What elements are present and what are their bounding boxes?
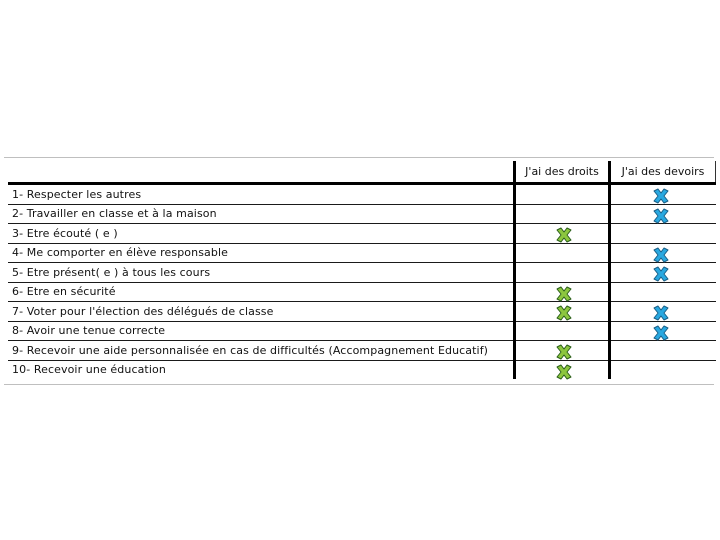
header-rights: J'ai des droits	[515, 161, 610, 184]
row-label: 5- Etre présent( e ) à tous les cours	[8, 263, 515, 283]
header-label-cell	[8, 161, 515, 184]
green-cross-icon	[555, 364, 573, 380]
duties-cell	[610, 224, 716, 244]
rights-duties-table	[8, 161, 716, 379]
header-duties: J'ai des devoirs	[610, 161, 716, 184]
table-row	[8, 282, 716, 302]
row-label: 6- Etre en sécurité	[8, 282, 515, 302]
green-cross-icon	[555, 227, 573, 243]
table-row	[8, 184, 716, 205]
blue-cross-icon	[652, 325, 670, 341]
duties-cell	[610, 360, 716, 379]
green-cross-icon	[555, 286, 573, 302]
green-cross-icon	[555, 344, 573, 360]
rights-cell	[515, 184, 610, 205]
row-label: 4- Me comporter en élève responsable	[8, 243, 515, 263]
row-label: 3- Etre écouté ( e )	[8, 224, 515, 244]
row-label: 10- Recevoir une éducation	[12, 363, 166, 377]
green-cross-icon	[555, 305, 573, 321]
row-label: 1- Respecter les autres	[8, 184, 515, 205]
duties-cell	[610, 341, 716, 361]
duties-cell	[610, 282, 716, 302]
rights-duties-table-container	[4, 157, 714, 385]
row-label: 2- Travailler en classe et à la maison	[8, 204, 515, 224]
row-label: 7- Voter pour l'élection des délégués de classe	[8, 302, 515, 322]
blue-cross-icon	[652, 208, 670, 224]
blue-cross-icon	[652, 247, 670, 263]
blue-cross-icon	[652, 188, 670, 204]
table-row	[8, 224, 716, 244]
table-row	[8, 341, 716, 361]
row-label: 8- Avoir une tenue correcte	[8, 321, 515, 341]
table-row	[8, 321, 716, 341]
blue-cross-icon	[652, 305, 670, 321]
rights-cell	[515, 243, 610, 263]
table-row	[8, 360, 716, 379]
table-header-row	[8, 161, 716, 184]
table-row	[8, 302, 716, 322]
blue-cross-icon	[652, 266, 670, 282]
table-row	[8, 243, 716, 263]
rights-cell	[515, 321, 610, 341]
table-row	[8, 204, 716, 224]
rights-cell	[515, 263, 610, 283]
table-row	[8, 263, 716, 283]
rights-cell	[515, 204, 610, 224]
row-label: 9- Recevoir une aide personnalisée en cas de difficultés (Accompagnement Educatif)	[8, 341, 515, 361]
